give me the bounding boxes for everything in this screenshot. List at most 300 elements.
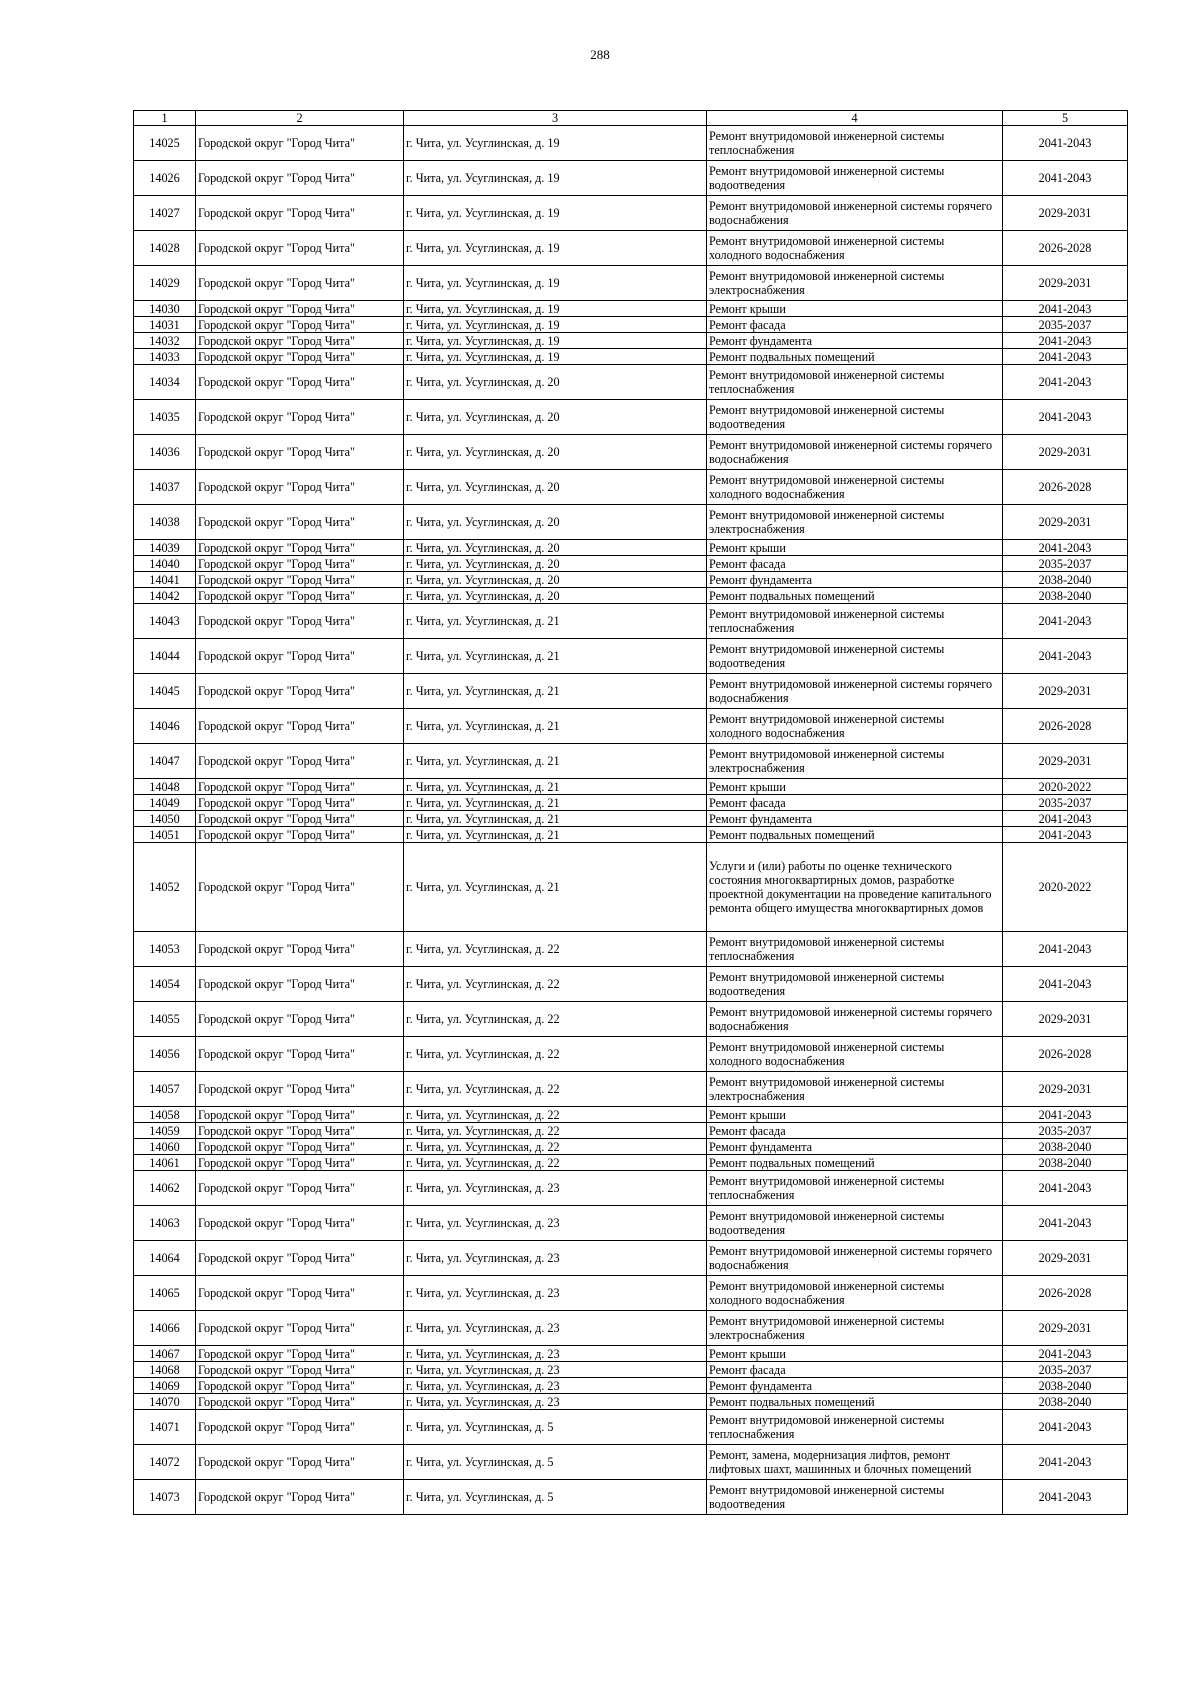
table-row bbox=[134, 1037, 1128, 1072]
page-number: 288 bbox=[590, 47, 610, 62]
row-number-cell: 14028 bbox=[134, 231, 196, 266]
table-row bbox=[134, 744, 1128, 779]
row-number-cell: 14045 bbox=[134, 674, 196, 709]
row-number-cell: 14054 bbox=[134, 967, 196, 1002]
municipality-cell: Городской округ "Город Чита" bbox=[196, 1362, 404, 1378]
work-type-cell: Ремонт внутридомовой инженерной системы водоотведения bbox=[707, 161, 1003, 196]
municipality-cell: Городской округ "Город Чита" bbox=[196, 365, 404, 400]
municipality-cell: Городской округ "Город Чита" bbox=[196, 1445, 404, 1480]
table-row bbox=[134, 779, 1128, 795]
address-cell: г. Чита, ул. Усуглинская, д. 20 bbox=[404, 540, 707, 556]
period-cell: 2038-2040 bbox=[1003, 588, 1128, 604]
address-cell: г. Чита, ул. Усуглинская, д. 21 bbox=[404, 674, 707, 709]
municipality-cell: Городской округ "Город Чита" bbox=[196, 1311, 404, 1346]
work-type-cell: Ремонт крыши bbox=[707, 1107, 1003, 1123]
row-number-cell: 14069 bbox=[134, 1378, 196, 1394]
address-cell: г. Чита, ул. Усуглинская, д. 20 bbox=[404, 400, 707, 435]
period-cell: 2026-2028 bbox=[1003, 709, 1128, 744]
work-type-cell: Ремонт крыши bbox=[707, 1346, 1003, 1362]
period-cell: 2041-2043 bbox=[1003, 1171, 1128, 1206]
table-row bbox=[134, 795, 1128, 811]
work-type-cell: Ремонт внутридомовой инженерной системы горячего водоснабжения bbox=[707, 674, 1003, 709]
address-cell: г. Чита, ул. Усуглинская, д. 19 bbox=[404, 333, 707, 349]
work-type-cell: Ремонт внутридомовой инженерной системы горячего водоснабжения bbox=[707, 196, 1003, 231]
municipality-cell: Городской округ "Город Чита" bbox=[196, 1276, 404, 1311]
table-row bbox=[134, 588, 1128, 604]
period-cell: 2041-2043 bbox=[1003, 967, 1128, 1002]
address-cell: г. Чита, ул. Усуглинская, д. 22 bbox=[404, 1037, 707, 1072]
municipality-cell: Городской округ "Город Чита" bbox=[196, 744, 404, 779]
table-row bbox=[134, 827, 1128, 843]
table-row bbox=[134, 333, 1128, 349]
work-type-cell: Ремонт внутридомовой инженерной системы холодного водоснабжения bbox=[707, 1037, 1003, 1072]
table-row bbox=[134, 317, 1128, 333]
row-number-cell: 14037 bbox=[134, 470, 196, 505]
address-cell: г. Чита, ул. Усуглинская, д. 21 bbox=[404, 843, 707, 932]
row-number-cell: 14033 bbox=[134, 349, 196, 365]
municipality-cell: Городской округ "Город Чита" bbox=[196, 349, 404, 365]
header-cell: 5 bbox=[1003, 111, 1128, 126]
row-number-cell: 14032 bbox=[134, 333, 196, 349]
municipality-cell: Городской округ "Город Чита" bbox=[196, 1410, 404, 1445]
address-cell: г. Чита, ул. Усуглинская, д. 21 bbox=[404, 709, 707, 744]
table-row bbox=[134, 266, 1128, 301]
work-type-cell: Ремонт внутридомовой инженерной системы холодного водоснабжения bbox=[707, 231, 1003, 266]
work-type-cell: Ремонт внутридомовой инженерной системы теплоснабжения bbox=[707, 604, 1003, 639]
table-row bbox=[134, 1362, 1128, 1378]
table-row bbox=[134, 572, 1128, 588]
municipality-cell: Городской округ "Город Чита" bbox=[196, 1002, 404, 1037]
work-type-cell: Ремонт подвальных помещений bbox=[707, 1394, 1003, 1410]
row-number-cell: 14026 bbox=[134, 161, 196, 196]
municipality-cell: Городской округ "Город Чита" bbox=[196, 795, 404, 811]
row-number-cell: 14053 bbox=[134, 932, 196, 967]
work-type-cell: Ремонт фундамента bbox=[707, 811, 1003, 827]
table-row bbox=[134, 1123, 1128, 1139]
row-number-cell: 14047 bbox=[134, 744, 196, 779]
address-cell: г. Чита, ул. Усуглинская, д. 5 bbox=[404, 1480, 707, 1515]
work-type-cell: Ремонт внутридомовой инженерной системы горячего водоснабжения bbox=[707, 1241, 1003, 1276]
table-row bbox=[134, 1480, 1128, 1515]
municipality-cell: Городской округ "Город Чита" bbox=[196, 1394, 404, 1410]
period-cell: 2041-2043 bbox=[1003, 1410, 1128, 1445]
work-type-cell: Ремонт внутридомовой инженерной системы холодного водоснабжения bbox=[707, 709, 1003, 744]
address-cell: г. Чита, ул. Усуглинская, д. 23 bbox=[404, 1241, 707, 1276]
municipality-cell: Городской округ "Город Чита" bbox=[196, 1037, 404, 1072]
municipality-cell: Городской округ "Город Чита" bbox=[196, 1107, 404, 1123]
period-cell: 2035-2037 bbox=[1003, 795, 1128, 811]
row-number-cell: 14039 bbox=[134, 540, 196, 556]
period-cell: 2041-2043 bbox=[1003, 161, 1128, 196]
address-cell: г. Чита, ул. Усуглинская, д. 19 bbox=[404, 196, 707, 231]
work-type-cell: Ремонт фасада bbox=[707, 1362, 1003, 1378]
row-number-cell: 14031 bbox=[134, 317, 196, 333]
address-cell: г. Чита, ул. Усуглинская, д. 19 bbox=[404, 301, 707, 317]
municipality-cell: Городской округ "Город Чита" bbox=[196, 709, 404, 744]
table-row bbox=[134, 435, 1128, 470]
row-number-cell: 14040 bbox=[134, 556, 196, 572]
table-row bbox=[134, 1394, 1128, 1410]
work-type-cell: Ремонт внутридомовой инженерной системы теплоснабжения bbox=[707, 932, 1003, 967]
address-cell: г. Чита, ул. Усуглинская, д. 23 bbox=[404, 1171, 707, 1206]
address-cell: г. Чита, ул. Усуглинская, д. 22 bbox=[404, 1002, 707, 1037]
period-cell: 2035-2037 bbox=[1003, 556, 1128, 572]
period-cell: 2041-2043 bbox=[1003, 400, 1128, 435]
period-cell: 2020-2022 bbox=[1003, 779, 1128, 795]
address-cell: г. Чита, ул. Усуглинская, д. 21 bbox=[404, 827, 707, 843]
row-number-cell: 14046 bbox=[134, 709, 196, 744]
municipality-cell: Городской округ "Город Чита" bbox=[196, 505, 404, 540]
work-type-cell: Ремонт внутридомовой инженерной системы водоотведения bbox=[707, 639, 1003, 674]
row-number-cell: 14048 bbox=[134, 779, 196, 795]
period-cell: 2029-2031 bbox=[1003, 1002, 1128, 1037]
address-cell: г. Чита, ул. Усуглинская, д. 23 bbox=[404, 1346, 707, 1362]
table-row bbox=[134, 231, 1128, 266]
address-cell: г. Чита, ул. Усуглинская, д. 23 bbox=[404, 1206, 707, 1241]
header-cell: 1 bbox=[134, 111, 196, 126]
work-type-cell: Ремонт крыши bbox=[707, 301, 1003, 317]
row-number-cell: 14035 bbox=[134, 400, 196, 435]
address-cell: г. Чита, ул. Усуглинская, д. 22 bbox=[404, 1072, 707, 1107]
address-cell: г. Чита, ул. Усуглинская, д. 21 bbox=[404, 795, 707, 811]
work-type-cell: Ремонт фасада bbox=[707, 317, 1003, 333]
period-cell: 2029-2031 bbox=[1003, 196, 1128, 231]
municipality-cell: Городской округ "Город Чита" bbox=[196, 126, 404, 161]
table-row bbox=[134, 1241, 1128, 1276]
period-cell: 2026-2028 bbox=[1003, 1276, 1128, 1311]
period-cell: 2035-2037 bbox=[1003, 1362, 1128, 1378]
table-row bbox=[134, 161, 1128, 196]
table-row bbox=[134, 1107, 1128, 1123]
address-cell: г. Чита, ул. Усуглинская, д. 19 bbox=[404, 161, 707, 196]
period-cell: 2038-2040 bbox=[1003, 1155, 1128, 1171]
table-row bbox=[134, 540, 1128, 556]
period-cell: 2038-2040 bbox=[1003, 572, 1128, 588]
period-cell: 2026-2028 bbox=[1003, 231, 1128, 266]
municipality-cell: Городской округ "Город Чита" bbox=[196, 588, 404, 604]
period-cell: 2029-2031 bbox=[1003, 505, 1128, 540]
work-type-cell: Ремонт внутридомовой инженерной системы холодного водоснабжения bbox=[707, 470, 1003, 505]
capital-repair-table bbox=[133, 110, 1128, 1515]
row-number-cell: 14065 bbox=[134, 1276, 196, 1311]
municipality-cell: Городской округ "Город Чита" bbox=[196, 333, 404, 349]
address-cell: г. Чита, ул. Усуглинская, д. 23 bbox=[404, 1311, 707, 1346]
row-number-cell: 14062 bbox=[134, 1171, 196, 1206]
work-type-cell: Услуги и (или) работы по оценке технического состояния многоквартирных домов, разработке проектной документации на проведение капитального ремонта общего имущества многоквартирных домов bbox=[707, 843, 1003, 932]
municipality-cell: Городской округ "Город Чита" bbox=[196, 779, 404, 795]
work-type-cell: Ремонт внутридомовой инженерной системы теплоснабжения bbox=[707, 1410, 1003, 1445]
work-type-cell: Ремонт внутридомовой инженерной системы теплоснабжения bbox=[707, 365, 1003, 400]
row-number-cell: 14068 bbox=[134, 1362, 196, 1378]
address-cell: г. Чита, ул. Усуглинская, д. 19 bbox=[404, 126, 707, 161]
address-cell: г. Чита, ул. Усуглинская, д. 21 bbox=[404, 744, 707, 779]
row-number-cell: 14061 bbox=[134, 1155, 196, 1171]
address-cell: г. Чита, ул. Усуглинская, д. 20 bbox=[404, 588, 707, 604]
row-number-cell: 14027 bbox=[134, 196, 196, 231]
period-cell: 2041-2043 bbox=[1003, 827, 1128, 843]
municipality-cell: Городской округ "Город Чита" bbox=[196, 196, 404, 231]
work-type-cell: Ремонт подвальных помещений bbox=[707, 1155, 1003, 1171]
row-number-cell: 14064 bbox=[134, 1241, 196, 1276]
row-number-cell: 14038 bbox=[134, 505, 196, 540]
municipality-cell: Городской округ "Город Чита" bbox=[196, 604, 404, 639]
municipality-cell: Городской округ "Город Чита" bbox=[196, 843, 404, 932]
period-cell: 2041-2043 bbox=[1003, 540, 1128, 556]
row-number-cell: 14058 bbox=[134, 1107, 196, 1123]
period-cell: 2038-2040 bbox=[1003, 1139, 1128, 1155]
address-cell: г. Чита, ул. Усуглинская, д. 20 bbox=[404, 435, 707, 470]
table-header-row bbox=[134, 111, 1128, 126]
municipality-cell: Городской округ "Город Чита" bbox=[196, 301, 404, 317]
period-cell: 2029-2031 bbox=[1003, 1241, 1128, 1276]
address-cell: г. Чита, ул. Усуглинская, д. 20 bbox=[404, 505, 707, 540]
row-number-cell: 14066 bbox=[134, 1311, 196, 1346]
row-number-cell: 14051 bbox=[134, 827, 196, 843]
table-row bbox=[134, 470, 1128, 505]
row-number-cell: 14063 bbox=[134, 1206, 196, 1241]
municipality-cell: Городской округ "Город Чита" bbox=[196, 556, 404, 572]
municipality-cell: Городской округ "Город Чита" bbox=[196, 266, 404, 301]
row-number-cell: 14036 bbox=[134, 435, 196, 470]
row-number-cell: 14034 bbox=[134, 365, 196, 400]
period-cell: 2029-2031 bbox=[1003, 1311, 1128, 1346]
address-cell: г. Чита, ул. Усуглинская, д. 22 bbox=[404, 932, 707, 967]
municipality-cell: Городской округ "Город Чита" bbox=[196, 1241, 404, 1276]
municipality-cell: Городской округ "Город Чита" bbox=[196, 1171, 404, 1206]
address-cell: г. Чита, ул. Усуглинская, д. 21 bbox=[404, 604, 707, 639]
period-cell: 2041-2043 bbox=[1003, 1107, 1128, 1123]
table-row bbox=[134, 1276, 1128, 1311]
work-type-cell: Ремонт фундамента bbox=[707, 572, 1003, 588]
table-row bbox=[134, 1445, 1128, 1480]
address-cell: г. Чита, ул. Усуглинская, д. 5 bbox=[404, 1445, 707, 1480]
municipality-cell: Городской округ "Город Чита" bbox=[196, 639, 404, 674]
municipality-cell: Городской округ "Город Чита" bbox=[196, 1346, 404, 1362]
period-cell: 2020-2022 bbox=[1003, 843, 1128, 932]
row-number-cell: 14029 bbox=[134, 266, 196, 301]
work-type-cell: Ремонт внутридомовой инженерной системы теплоснабжения bbox=[707, 1171, 1003, 1206]
period-cell: 2041-2043 bbox=[1003, 1346, 1128, 1362]
period-cell: 2029-2031 bbox=[1003, 674, 1128, 709]
address-cell: г. Чита, ул. Усуглинская, д. 22 bbox=[404, 1155, 707, 1171]
work-type-cell: Ремонт фасада bbox=[707, 556, 1003, 572]
address-cell: г. Чита, ул. Усуглинская, д. 21 bbox=[404, 779, 707, 795]
address-cell: г. Чита, ул. Усуглинская, д. 21 bbox=[404, 811, 707, 827]
municipality-cell: Городской округ "Город Чита" bbox=[196, 1123, 404, 1139]
period-cell: 2041-2043 bbox=[1003, 932, 1128, 967]
header-cell: 2 bbox=[196, 111, 404, 126]
period-cell: 2026-2028 bbox=[1003, 1037, 1128, 1072]
work-type-cell: Ремонт подвальных помещений bbox=[707, 349, 1003, 365]
address-cell: г. Чита, ул. Усуглинская, д. 21 bbox=[404, 639, 707, 674]
work-type-cell: Ремонт фундамента bbox=[707, 1378, 1003, 1394]
work-type-cell: Ремонт фундамента bbox=[707, 333, 1003, 349]
row-number-cell: 14059 bbox=[134, 1123, 196, 1139]
municipality-cell: Городской округ "Город Чита" bbox=[196, 1072, 404, 1107]
period-cell: 2038-2040 bbox=[1003, 1378, 1128, 1394]
municipality-cell: Городской округ "Город Чита" bbox=[196, 932, 404, 967]
table-row bbox=[134, 709, 1128, 744]
work-type-cell: Ремонт фасада bbox=[707, 1123, 1003, 1139]
period-cell: 2041-2043 bbox=[1003, 811, 1128, 827]
period-cell: 2026-2028 bbox=[1003, 470, 1128, 505]
work-type-cell: Ремонт фундамента bbox=[707, 1139, 1003, 1155]
period-cell: 2041-2043 bbox=[1003, 126, 1128, 161]
row-number-cell: 14071 bbox=[134, 1410, 196, 1445]
table-row bbox=[134, 1206, 1128, 1241]
row-number-cell: 14070 bbox=[134, 1394, 196, 1410]
address-cell: г. Чита, ул. Усуглинская, д. 20 bbox=[404, 572, 707, 588]
address-cell: г. Чита, ул. Усуглинская, д. 19 bbox=[404, 231, 707, 266]
period-cell: 2041-2043 bbox=[1003, 1206, 1128, 1241]
municipality-cell: Городской округ "Город Чита" bbox=[196, 1139, 404, 1155]
work-type-cell: Ремонт внутридомовой инженерной системы водоотведения bbox=[707, 400, 1003, 435]
address-cell: г. Чита, ул. Усуглинская, д. 19 bbox=[404, 349, 707, 365]
municipality-cell: Городской округ "Город Чита" bbox=[196, 572, 404, 588]
municipality-cell: Городской округ "Город Чита" bbox=[196, 540, 404, 556]
work-type-cell: Ремонт внутридомовой инженерной системы водоотведения bbox=[707, 1206, 1003, 1241]
row-number-cell: 14025 bbox=[134, 126, 196, 161]
municipality-cell: Городской округ "Город Чита" bbox=[196, 674, 404, 709]
municipality-cell: Городской округ "Город Чита" bbox=[196, 317, 404, 333]
row-number-cell: 14067 bbox=[134, 1346, 196, 1362]
row-number-cell: 14044 bbox=[134, 639, 196, 674]
table-row bbox=[134, 843, 1128, 932]
table-row bbox=[134, 674, 1128, 709]
address-cell: г. Чита, ул. Усуглинская, д. 22 bbox=[404, 1107, 707, 1123]
header-cell: 4 bbox=[707, 111, 1003, 126]
address-cell: г. Чита, ул. Усуглинская, д. 23 bbox=[404, 1276, 707, 1311]
row-number-cell: 14049 bbox=[134, 795, 196, 811]
period-cell: 2041-2043 bbox=[1003, 639, 1128, 674]
row-number-cell: 14056 bbox=[134, 1037, 196, 1072]
row-number-cell: 14055 bbox=[134, 1002, 196, 1037]
table-row bbox=[134, 639, 1128, 674]
period-cell: 2041-2043 bbox=[1003, 333, 1128, 349]
work-type-cell: Ремонт внутридомовой инженерной системы горячего водоснабжения bbox=[707, 435, 1003, 470]
period-cell: 2029-2031 bbox=[1003, 435, 1128, 470]
period-cell: 2041-2043 bbox=[1003, 365, 1128, 400]
address-cell: г. Чита, ул. Усуглинская, д. 20 bbox=[404, 365, 707, 400]
table-row bbox=[134, 604, 1128, 639]
municipality-cell: Городской округ "Город Чита" bbox=[196, 1480, 404, 1515]
period-cell: 2035-2037 bbox=[1003, 1123, 1128, 1139]
table-row bbox=[134, 1171, 1128, 1206]
municipality-cell: Городской округ "Город Чита" bbox=[196, 827, 404, 843]
work-type-cell: Ремонт внутридомовой инженерной системы электроснабжения bbox=[707, 505, 1003, 540]
address-cell: г. Чита, ул. Усуглинская, д. 20 bbox=[404, 556, 707, 572]
address-cell: г. Чита, ул. Усуглинская, д. 23 bbox=[404, 1362, 707, 1378]
period-cell: 2038-2040 bbox=[1003, 1394, 1128, 1410]
work-type-cell: Ремонт крыши bbox=[707, 779, 1003, 795]
work-type-cell: Ремонт внутридомовой инженерной системы теплоснабжения bbox=[707, 126, 1003, 161]
address-cell: г. Чита, ул. Усуглинская, д. 19 bbox=[404, 317, 707, 333]
work-type-cell: Ремонт, замена, модернизация лифтов, ремонт лифтовых шахт, машинных и блочных помещений bbox=[707, 1445, 1003, 1480]
table-row bbox=[134, 811, 1128, 827]
period-cell: 2035-2037 bbox=[1003, 317, 1128, 333]
municipality-cell: Городской округ "Город Чита" bbox=[196, 435, 404, 470]
work-type-cell: Ремонт внутридомовой инженерной системы горячего водоснабжения bbox=[707, 1002, 1003, 1037]
table-row bbox=[134, 1155, 1128, 1171]
municipality-cell: Городской округ "Город Чита" bbox=[196, 967, 404, 1002]
row-number-cell: 14030 bbox=[134, 301, 196, 317]
period-cell: 2029-2031 bbox=[1003, 266, 1128, 301]
period-cell: 2041-2043 bbox=[1003, 1480, 1128, 1515]
table-row bbox=[134, 1072, 1128, 1107]
table-row bbox=[134, 301, 1128, 317]
municipality-cell: Городской округ "Город Чита" bbox=[196, 1206, 404, 1241]
municipality-cell: Городской округ "Город Чита" bbox=[196, 1155, 404, 1171]
municipality-cell: Городской округ "Город Чита" bbox=[196, 400, 404, 435]
address-cell: г. Чита, ул. Усуглинская, д. 5 bbox=[404, 1410, 707, 1445]
work-type-cell: Ремонт подвальных помещений bbox=[707, 588, 1003, 604]
period-cell: 2041-2043 bbox=[1003, 349, 1128, 365]
table-row bbox=[134, 400, 1128, 435]
table-row bbox=[134, 126, 1128, 161]
row-number-cell: 14052 bbox=[134, 843, 196, 932]
row-number-cell: 14043 bbox=[134, 604, 196, 639]
table-row bbox=[134, 1311, 1128, 1346]
table-row bbox=[134, 196, 1128, 231]
row-number-cell: 14042 bbox=[134, 588, 196, 604]
work-type-cell: Ремонт внутридомовой инженерной системы электроснабжения bbox=[707, 744, 1003, 779]
municipality-cell: Городской округ "Город Чита" bbox=[196, 470, 404, 505]
work-type-cell: Ремонт внутридомовой инженерной системы холодного водоснабжения bbox=[707, 1276, 1003, 1311]
municipality-cell: Городской округ "Город Чита" bbox=[196, 1378, 404, 1394]
table-row bbox=[134, 1378, 1128, 1394]
table-row bbox=[134, 1346, 1128, 1362]
table-row bbox=[134, 505, 1128, 540]
period-cell: 2041-2043 bbox=[1003, 301, 1128, 317]
period-cell: 2041-2043 bbox=[1003, 604, 1128, 639]
work-type-cell: Ремонт фасада bbox=[707, 795, 1003, 811]
period-cell: 2041-2043 bbox=[1003, 1445, 1128, 1480]
header-cell: 3 bbox=[404, 111, 707, 126]
row-number-cell: 14041 bbox=[134, 572, 196, 588]
table-row bbox=[134, 967, 1128, 1002]
row-number-cell: 14050 bbox=[134, 811, 196, 827]
table-row bbox=[134, 1002, 1128, 1037]
row-number-cell: 14073 bbox=[134, 1480, 196, 1515]
work-type-cell: Ремонт внутридомовой инженерной системы электроснабжения bbox=[707, 266, 1003, 301]
row-number-cell: 14060 bbox=[134, 1139, 196, 1155]
address-cell: г. Чита, ул. Усуглинская, д. 20 bbox=[404, 470, 707, 505]
period-cell: 2029-2031 bbox=[1003, 1072, 1128, 1107]
table-row bbox=[134, 349, 1128, 365]
work-type-cell: Ремонт внутридомовой инженерной системы водоотведения bbox=[707, 967, 1003, 1002]
address-cell: г. Чита, ул. Усуглинская, д. 22 bbox=[404, 967, 707, 1002]
table-row bbox=[134, 1410, 1128, 1445]
work-type-cell: Ремонт внутридомовой инженерной системы водоотведения bbox=[707, 1480, 1003, 1515]
table-row bbox=[134, 365, 1128, 400]
work-type-cell: Ремонт крыши bbox=[707, 540, 1003, 556]
municipality-cell: Городской округ "Город Чита" bbox=[196, 231, 404, 266]
row-number-cell: 14057 bbox=[134, 1072, 196, 1107]
municipality-cell: Городской округ "Город Чита" bbox=[196, 161, 404, 196]
work-type-cell: Ремонт подвальных помещений bbox=[707, 827, 1003, 843]
address-cell: г. Чита, ул. Усуглинская, д. 23 bbox=[404, 1394, 707, 1410]
row-number-cell: 14072 bbox=[134, 1445, 196, 1480]
table-row bbox=[134, 932, 1128, 967]
address-cell: г. Чита, ул. Усуглинская, д. 23 bbox=[404, 1378, 707, 1394]
table-row bbox=[134, 1139, 1128, 1155]
table-row bbox=[134, 556, 1128, 572]
municipality-cell: Городской округ "Город Чита" bbox=[196, 811, 404, 827]
address-cell: г. Чита, ул. Усуглинская, д. 22 bbox=[404, 1139, 707, 1155]
work-type-cell: Ремонт внутридомовой инженерной системы электроснабжения bbox=[707, 1311, 1003, 1346]
address-cell: г. Чита, ул. Усуглинская, д. 19 bbox=[404, 266, 707, 301]
period-cell: 2029-2031 bbox=[1003, 744, 1128, 779]
